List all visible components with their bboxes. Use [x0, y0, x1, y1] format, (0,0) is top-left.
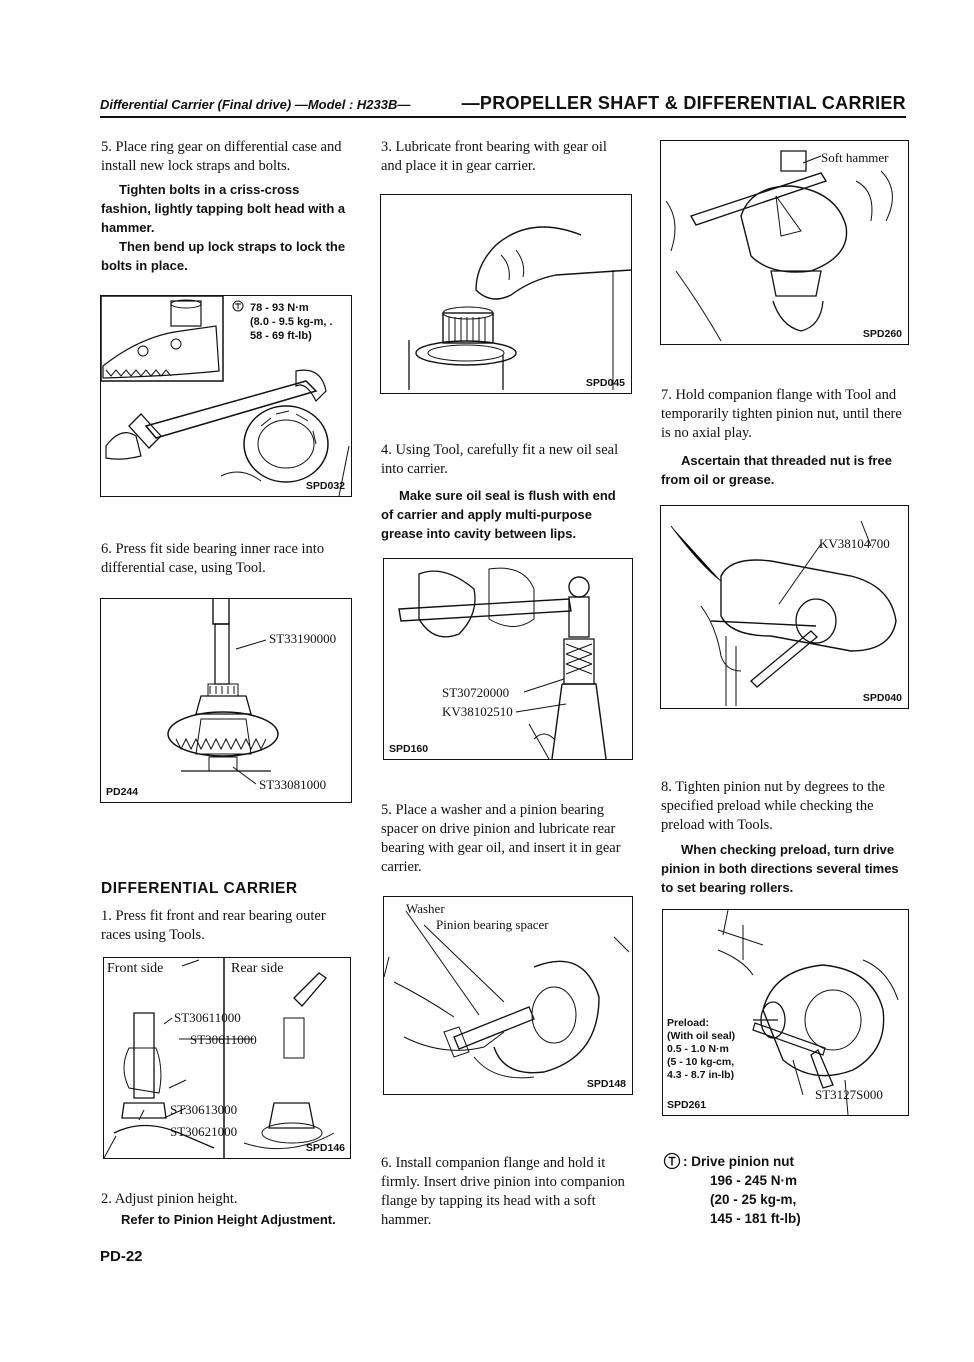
- torque-value-nm: 196 - 245 N·m: [710, 1173, 798, 1188]
- col2-step6-text: 6. Install companion flange and hold it firmly. Insert drive pinion into companion flange by tapping its head with a soft hammer.: [381, 1155, 625, 1228]
- section-heading-differential-carrier: DIFFERENTIAL CARRIER: [101, 880, 298, 897]
- fig9-code: SPD261: [667, 1099, 707, 1111]
- soft-hammer-illustration: [661, 141, 908, 344]
- figure-soft-hammer: [660, 140, 909, 345]
- fig9-preload3: 0.5 - 1.0 N·m: [667, 1043, 729, 1055]
- fig1-code: SPD032: [305, 480, 345, 492]
- fig3-tool3: ST30613000: [170, 1102, 238, 1117]
- col2-step4-text: 4. Using Tool, carefully fit a new oil seal into carrier.: [381, 442, 619, 477]
- fig9-preload2: (With oil seal): [667, 1030, 736, 1042]
- col1-step1-text: 1. Press fit front and rear bearing outer races using Tools.: [101, 908, 326, 943]
- front-bearing-illustration: [381, 195, 631, 393]
- fig7-label: Soft hammer: [821, 150, 889, 165]
- figure-side-bearing-press: [100, 598, 352, 803]
- fig1-torque-line1: 78 - 93 N·m: [250, 302, 309, 314]
- figure-pinion-spacer: [383, 896, 633, 1095]
- fig3-tool1: ST30611000: [174, 1010, 241, 1025]
- fig8-tool: KV38104700: [819, 536, 890, 551]
- fig3-tool4: ST30621000: [170, 1124, 238, 1139]
- col1-step2-text: 2. Adjust pinion height.: [101, 1191, 238, 1207]
- torque-wrench-icon: [663, 1152, 681, 1170]
- side-bearing-illustration: [101, 599, 351, 802]
- col3-step7-note: Ascertain that threaded nut is free from oil or grease.: [661, 453, 892, 487]
- header-model-text: Differential Carrier (Final drive) —Model : H233B—: [100, 97, 411, 112]
- fig3-rear-side-label: Rear side: [231, 961, 284, 976]
- fig6-code: SPD148: [586, 1078, 626, 1090]
- col1-step5-note2: Then bend up lock straps to lock the bolts in place.: [101, 239, 346, 273]
- col3-step8-note: When checking preload, turn drive pinion in both directions several times to set bearing rollers.: [661, 842, 899, 895]
- torque-value-kgm: (20 - 25 kg-m,: [710, 1192, 797, 1207]
- oil-seal-illustration: [384, 559, 632, 759]
- col2-step5-text: 5. Place a washer and a pinion bearing spacer on drive pinion and lubricate rear bearing with gear oil, and insert it in gear carrier.: [381, 802, 621, 875]
- page-header: [100, 88, 906, 118]
- fig9-preload5: 4.3 - 8.7 in-lb): [667, 1069, 735, 1081]
- fig1-torque-line2: (8.0 - 9.5 kg-m, .: [250, 316, 333, 328]
- figure-ring-gear-tightening: [100, 295, 352, 497]
- fig7-code: SPD260: [862, 328, 902, 340]
- fig3-tool2: ST30611000: [190, 1032, 257, 1047]
- figure-companion-flange-tool: [660, 505, 909, 709]
- col2-step4-note: Make sure oil seal is flush with end of carrier and apply multi-purpose grease into cavity between lips.: [381, 488, 616, 541]
- col1-step5-text: 5. Place ring gear on differential case and install new lock straps and bolts.: [101, 139, 342, 174]
- preload-check-illustration: [663, 910, 908, 1115]
- fig2-tool2: ST33081000: [259, 777, 327, 792]
- fig9-preload1: Preload:: [667, 1017, 710, 1029]
- fig2-tool1: ST33190000: [269, 631, 337, 646]
- figure-oil-seal-install: [383, 558, 633, 760]
- fig5-code: SPD160: [389, 743, 429, 755]
- fig4-code: SPD045: [585, 377, 625, 389]
- fig6-label1: Washer: [406, 901, 445, 916]
- fig5-tool2: KV38102510: [442, 704, 513, 719]
- col3-step8-text: 8. Tighten pinion nut by degrees to the specified preload while checking the preload with Tools.: [661, 779, 885, 833]
- col1-step6-text: 6. Press fit side bearing inner race into differential case, using Tool.: [101, 541, 325, 576]
- torque-value-ftlb: 145 - 181 ft-lb): [710, 1211, 801, 1226]
- header-section-title: —PROPELLER SHAFT & DIFFERENTIAL CARRIER: [461, 93, 906, 113]
- page-number: PD-22: [100, 1248, 143, 1265]
- fig9-tool: ST3127S000: [815, 1087, 883, 1102]
- figure-preload-check: [662, 909, 909, 1116]
- figure-front-bearing: [380, 194, 632, 394]
- fig9-preload4: (5 - 10 kg-cm,: [667, 1056, 735, 1068]
- fig3-code: SPD146: [305, 1142, 345, 1154]
- fig3-front-side-label: Front side: [107, 961, 164, 976]
- torque-label: : Drive pinion nut: [683, 1154, 794, 1169]
- figure-bearing-outer-races: [103, 957, 351, 1159]
- col1-step2-note: Refer to Pinion Height Adjustment.: [121, 1212, 336, 1227]
- fig5-tool1: ST30720000: [442, 685, 510, 700]
- fig2-code: PD244: [106, 786, 139, 798]
- col1-step5-note1: Tighten bolts in a criss-cross fashion, lightly tapping bolt head with a hammer.: [101, 182, 346, 235]
- fig6-label2: Pinion bearing spacer: [436, 917, 549, 932]
- col2-step3-text: 3. Lubricate front bearing with gear oil and place it in gear carrier.: [381, 139, 607, 174]
- fig1-torque-line3: 58 - 69 ft-lb): [250, 330, 312, 342]
- col3-step7-text: 7. Hold companion flange with Tool and temporarily tighten pinion nut, until there is no axial play.: [661, 387, 902, 441]
- fig8-code: SPD040: [862, 692, 902, 704]
